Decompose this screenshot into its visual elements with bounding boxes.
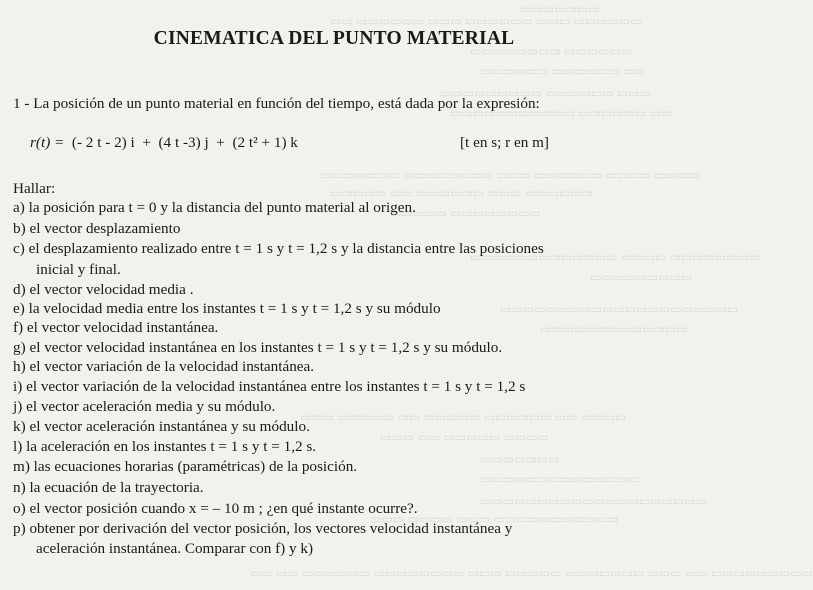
bleed-through-text: ▭▭▭▭▭▭ ▭▭▭ ▭▭▭▭▭▭ ▭▭ ▭▭▭▭▭ — [330, 186, 593, 200]
list-item: a) la posición para t = 0 y la distancia del punto material al origen. — [13, 199, 416, 216]
list-item: b) el vector desplazamiento — [13, 220, 181, 237]
formula-lhs: r(t) = — [30, 134, 65, 151]
bleed-through-text: ▭▭▭▭▭▭▭▭▭ ▭▭ ▭▭▭ ▭▭▭▭▭▭▭ ▭▭▭▭▭ ▭▭▭ ▭▭▭▭▭▭▭▭ ▭▭▭▭▭▭ ▭▭ ▭▭ — [250, 566, 813, 580]
bleed-through-text: ▭▭▭▭▭▭ ▭▭▭ ▭▭▭▭▭▭ ▭▭▭ ▭▭▭▭▭▭ ▭▭ — [330, 14, 642, 28]
list-item: d) el vector velocidad media . — [13, 281, 194, 298]
list-item: f) el vector velocidad instantánea. — [13, 319, 219, 336]
list-item: c) el desplazamiento realizado entre t = 1 s y t = 1,2 s y la distancia entre las posiciones — [13, 240, 544, 257]
list-item: h) el vector variación de la velocidad instantánea. — [13, 358, 315, 375]
list-item: m) las ecuaciones horarias (paramétricas) de la posición. — [13, 458, 358, 475]
bleed-through-text: ▭▭▭▭▭▭▭▭▭▭▭▭▭▭ — [480, 472, 639, 486]
list-item-continuation: aceleración instantánea. Comparar con f) y k) — [36, 540, 314, 557]
bleed-through-text: ▭▭▭▭▭▭▭▭▭ — [590, 270, 693, 284]
hallar-label: Hallar: — [13, 180, 56, 197]
bleed-through-text: ▭▭▭▭▭▭ ▭▭▭▭▭▭▭▭ — [470, 44, 633, 58]
bleed-through-text: ▭▭ ▭▭▭▭▭▭ ▭▭▭▭▭▭▭▭▭▭▭ — [450, 106, 673, 120]
bleed-through-text: ▭▭▭▭▭▭▭ — [480, 452, 560, 466]
bleed-through-text: ▭▭▭▭▭▭▭▭▭▭▭▭▭▭▭▭▭▭▭▭ — [480, 494, 707, 508]
bleed-through-text: ▭▭▭▭▭▭▭ — [520, 2, 600, 16]
formula-plus: + — [216, 134, 225, 151]
formula-term-j: (4 t -3) j — [158, 134, 209, 151]
formula-term-i: (- 2 t - 2) i — [71, 134, 135, 151]
bleed-through-text: ▭▭▭▭ ▭▭▭▭ ▭▭▭▭▭▭ ▭▭▭ ▭▭▭▭▭▭▭▭ ▭▭▭▭▭▭▭ — [320, 168, 700, 182]
list-item: g) el vector velocidad instantánea en los instantes t = 1 s y t = 1,2 s y su módulo. — [13, 339, 503, 356]
bleed-through-text: ▭▭▭▭ ▭▭ ▭▭▭▭▭▭ ▭▭▭▭▭ ▭▭ ▭▭▭▭▭ ▭▭▭ — [300, 410, 627, 424]
formula-units: [t en s; r en m] — [460, 134, 549, 151]
bleed-through-text: ▭▭▭▭▭▭▭▭▭▭▭ ▭▭▭ ▭▭▭▭ ▭▭▭ — [370, 512, 619, 526]
bleed-through-text: ▭▭ ▭▭▭▭▭▭ ▭▭▭▭▭▭ — [480, 64, 646, 78]
bleed-through-text: ▭▭▭▭▭▭▭▭ ▭▭▭▭▭ — [390, 206, 541, 220]
list-item: j) el vector aceleración media y su módulo. — [13, 398, 276, 415]
bleed-through-text: ▭▭▭ ▭▭▭▭▭▭ ▭▭▭▭▭▭▭▭▭ — [440, 86, 651, 100]
list-item: l) la aceleración en los instantes t = 1 s y t = 1,2 s. — [13, 438, 317, 455]
list-item: n) la ecuación de la trayectoria. — [13, 479, 204, 496]
bleed-through-text: ▭▭▭▭▭▭▭▭▭▭▭▭▭▭▭▭▭▭▭▭▭ — [500, 302, 739, 316]
bleed-through-text: ▭▭▭▭ ▭▭▭▭▭ ▭▭ ▭▭▭ — [380, 430, 549, 444]
position-formula — [30, 134, 549, 152]
bleed-through-text: ▭▭▭▭▭▭▭▭ ▭▭▭▭ ▭▭▭▭▭▭▭▭▭▭▭▭▭ — [470, 250, 761, 264]
list-item-continuation: inicial y final. — [36, 261, 121, 278]
bleed-through-text: ▭▭▭▭▭▭▭▭▭▭▭▭▭ — [540, 322, 688, 336]
list-item: e) la velocidad media entre los instantes t = 1 s y t = 1,2 s y su módulo — [13, 300, 441, 317]
list-item: i) el vector variación de la velocidad instantánea entre los instantes t = 1 s y t = 1,2 s — [13, 378, 526, 395]
list-item: p) obtener por derivación del vector posición, los vectores velocidad instantánea y — [13, 520, 513, 537]
problem-statement: 1 - La posición de un punto material en función del tiempo, está dada por la expresión: — [13, 95, 540, 112]
document-title: CINEMATICA DEL PUNTO MATERIAL — [153, 28, 515, 49]
formula-term-k: (2 t² + 1) k — [232, 134, 298, 151]
formula-plus: + — [142, 134, 151, 151]
list-item: k) el vector aceleración instantánea y su módulo. — [13, 418, 310, 435]
list-item: o) el vector posición cuando x = – 10 m ; ¿en qué instante ocurre?. — [13, 500, 418, 517]
